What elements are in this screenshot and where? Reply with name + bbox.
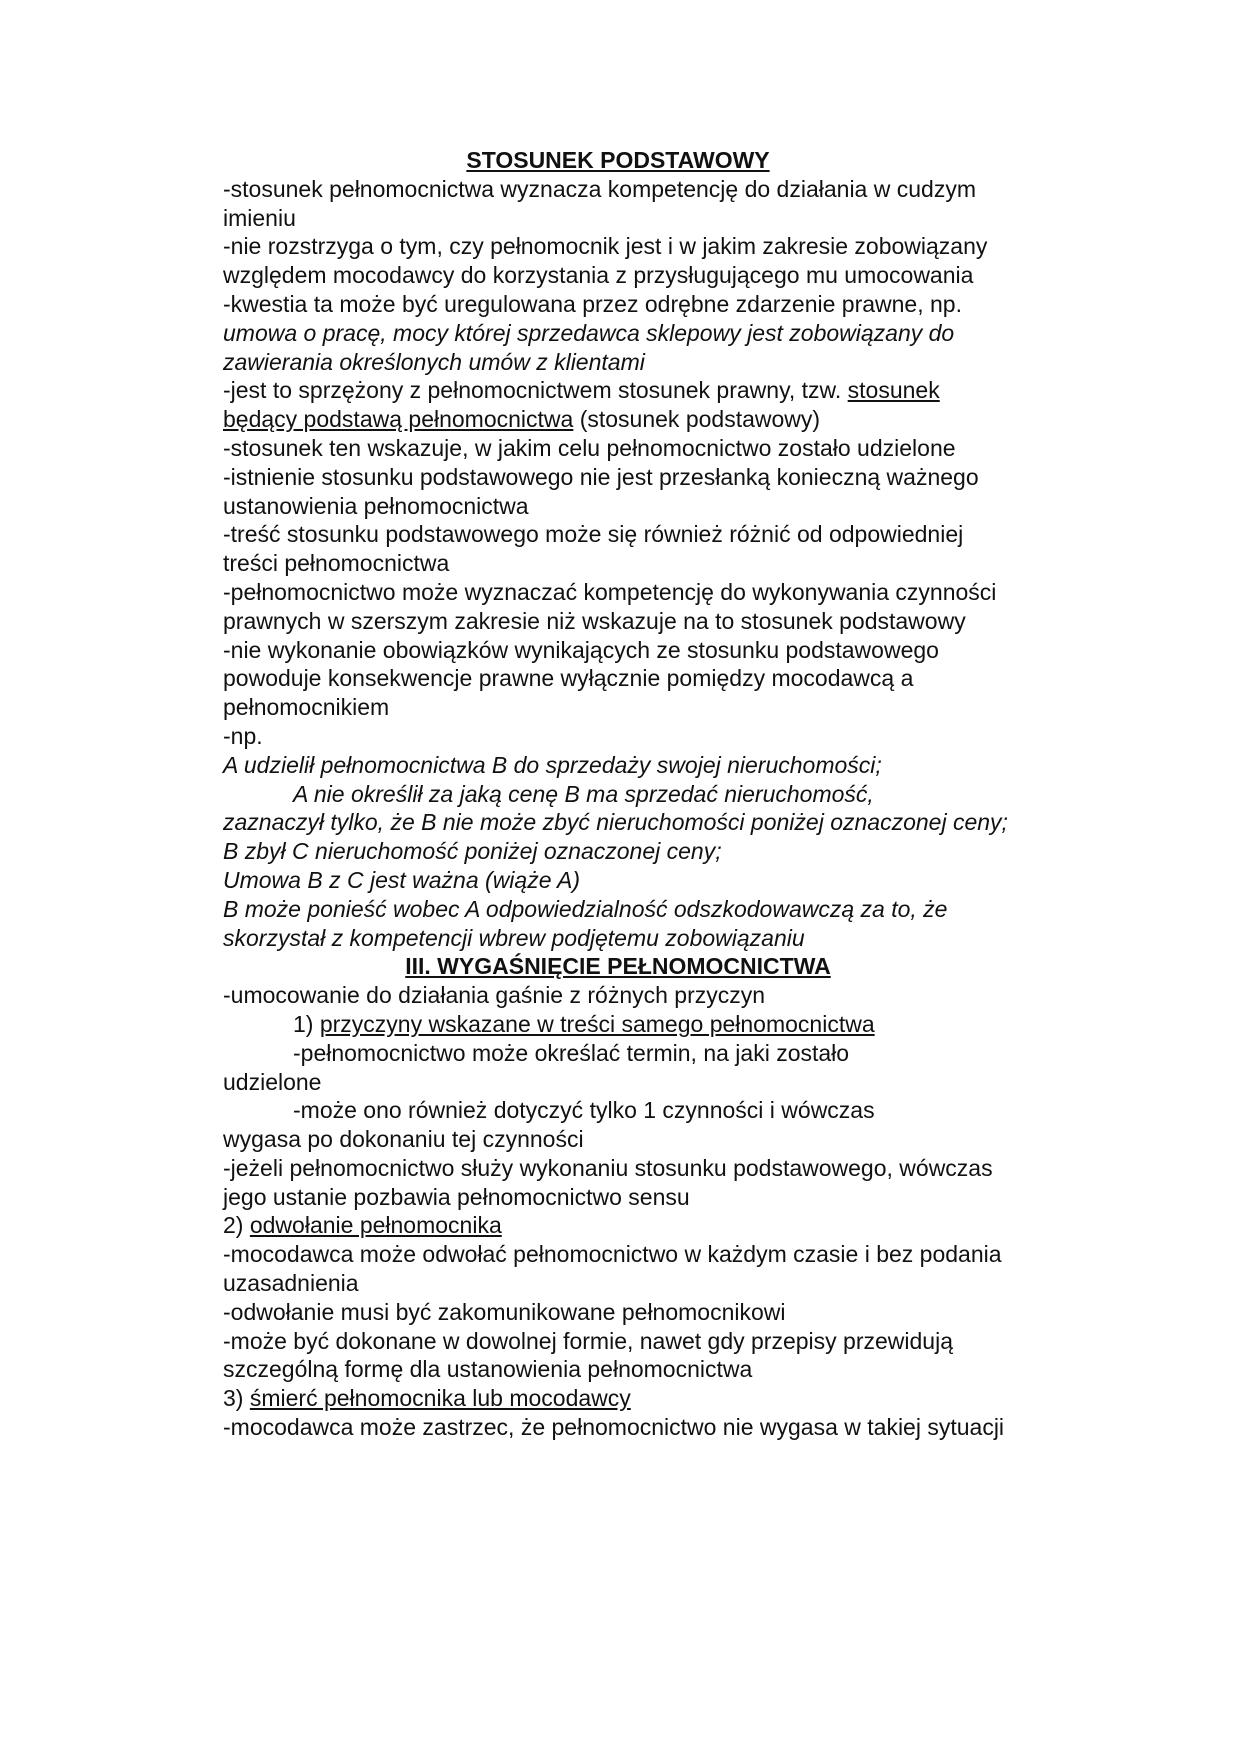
paragraph: -treść stosunku podstawowego może się również różnić od odpowiedniej treści pełnomocnictwa xyxy=(223,521,964,577)
example-line: B zbył C nieruchomość poniżej oznaczonej ceny; xyxy=(223,838,722,865)
numbered-item xyxy=(223,1384,1013,1413)
example-line: A nie określił za jaką cenę B ma sprzedać nieruchomość, xyxy=(293,780,874,807)
heading-text: III. WYGAŚNIĘCIE PEŁNOMOCNICTWA xyxy=(405,953,831,980)
example-line: Umowa B z C jest ważna (wiąże A) xyxy=(223,866,581,893)
example-line: A udzielił pełnomocnictwa B do sprzedaży swojej nieruchomości; xyxy=(223,751,882,778)
heading-wygasniecie xyxy=(223,952,1013,981)
paragraph: -stosunek pełnomocnictwa wyznacza kompetencję do działania w cudzym imieniu xyxy=(223,175,976,231)
underlined-term: stosunek będący podstawą pełnomocnictwa xyxy=(223,377,940,433)
document-page xyxy=(223,146,1013,1442)
paragraph: -odwołanie musi być zakomunikowane pełnomocnikowi xyxy=(223,1298,786,1325)
item-number: 3) xyxy=(223,1385,250,1412)
paragraph: -może ono również dotyczyć tylko 1 czynności i wówczas xyxy=(293,1097,875,1124)
example-block xyxy=(223,751,1013,953)
paragraph: -jeżeli pełnomocnictwo służy wykonaniu stosunku podstawowego, wówczas jego ustanie pozbawia pełnomocnictwo sensu xyxy=(223,1154,993,1210)
paragraph: -istnienie stosunku podstawowego nie jest przesłanką konieczną ważnego ustanowienia pełnomocnictwa xyxy=(223,463,979,519)
italic-text-run: umowa o pracę, mocy której sprzedawca sklepowy jest zobowiązany do zawierania określonych umów z klientami xyxy=(223,319,955,375)
paragraph xyxy=(223,376,1013,434)
heading-stosunek-podstawowy xyxy=(223,146,1013,175)
paragraph: -umocowanie do działania gaśnie z różnych przyczyn xyxy=(223,982,766,1009)
heading-text: STOSUNEK PODSTAWOWY xyxy=(466,147,770,173)
paragraph: -mocodawca może odwołać pełnomocnictwo w każdym czasie i bez podania uzasadnienia xyxy=(223,1241,1002,1297)
item-number: 2) xyxy=(223,1212,250,1239)
paragraph: -np. xyxy=(223,722,263,749)
paragraph xyxy=(223,290,1013,376)
paragraph: wygasa po dokonaniu tej czynności xyxy=(223,1126,584,1153)
paragraph: udzielone xyxy=(223,1068,322,1095)
paragraph: -może być dokonane w dowolnej formie, nawet gdy przepisy przewidują szczególną formę dla ustanowienia pełnomocnictwa xyxy=(223,1327,953,1383)
text-run: -kwestia ta może być uregulowana przez odrębne zdarzenie prawne, np. xyxy=(223,290,962,317)
example-line: B może ponieść wobec A odpowiedzialność odszkodowawczą za to, że skorzystał z kompetencji wbrew podjętemu zobowiązaniu xyxy=(223,895,948,951)
numbered-item xyxy=(223,1010,1013,1039)
numbered-item xyxy=(223,1211,1013,1240)
underlined-term: odwołanie pełnomocnika xyxy=(249,1212,502,1239)
paragraph: -pełnomocnictwo może określać termin, na jaki zostało xyxy=(293,1039,850,1066)
paragraph: -pełnomocnictwo może wyznaczać kompetencję do wykonywania czynności prawnych w szerszym zakresie niż wskazuje na to stosunek podstawowy xyxy=(223,578,997,634)
paragraph: -nie wykonanie obowiązków wynikających ze stosunku podstawowego powoduje konsekwencje prawne wyłącznie pomiędzy mocodawcą a pełnomocnikiem xyxy=(223,636,939,721)
paragraph: -mocodawca może zastrzec, że pełnomocnictwo nie wygasa w takiej sytuacji xyxy=(223,1414,1005,1441)
text-run: (stosunek podstawowy) xyxy=(573,406,821,433)
example-line: zaznaczył tylko, że B nie może zbyć nieruchomości poniżej oznaczonej ceny; xyxy=(223,809,1008,836)
paragraph: -stosunek ten wskazuje, w jakim celu pełnomocnictwo zostało udzielone xyxy=(223,434,956,461)
underlined-term: śmierć pełnomocnika lub mocodawcy xyxy=(249,1385,631,1412)
paragraph: -nie rozstrzyga o tym, czy pełnomocnik jest i w jakim zakresie zobowiązany względem mocodawcy do korzystania z przysługującego mu umocowania xyxy=(223,233,988,289)
underlined-term: przyczyny wskazane w treści samego pełnomocnictwa xyxy=(319,1010,875,1037)
item-number: 1) xyxy=(293,1010,320,1037)
text-run: -jest to sprzężony z pełnomocnictwem stosunek prawny, tzw. xyxy=(223,377,848,404)
